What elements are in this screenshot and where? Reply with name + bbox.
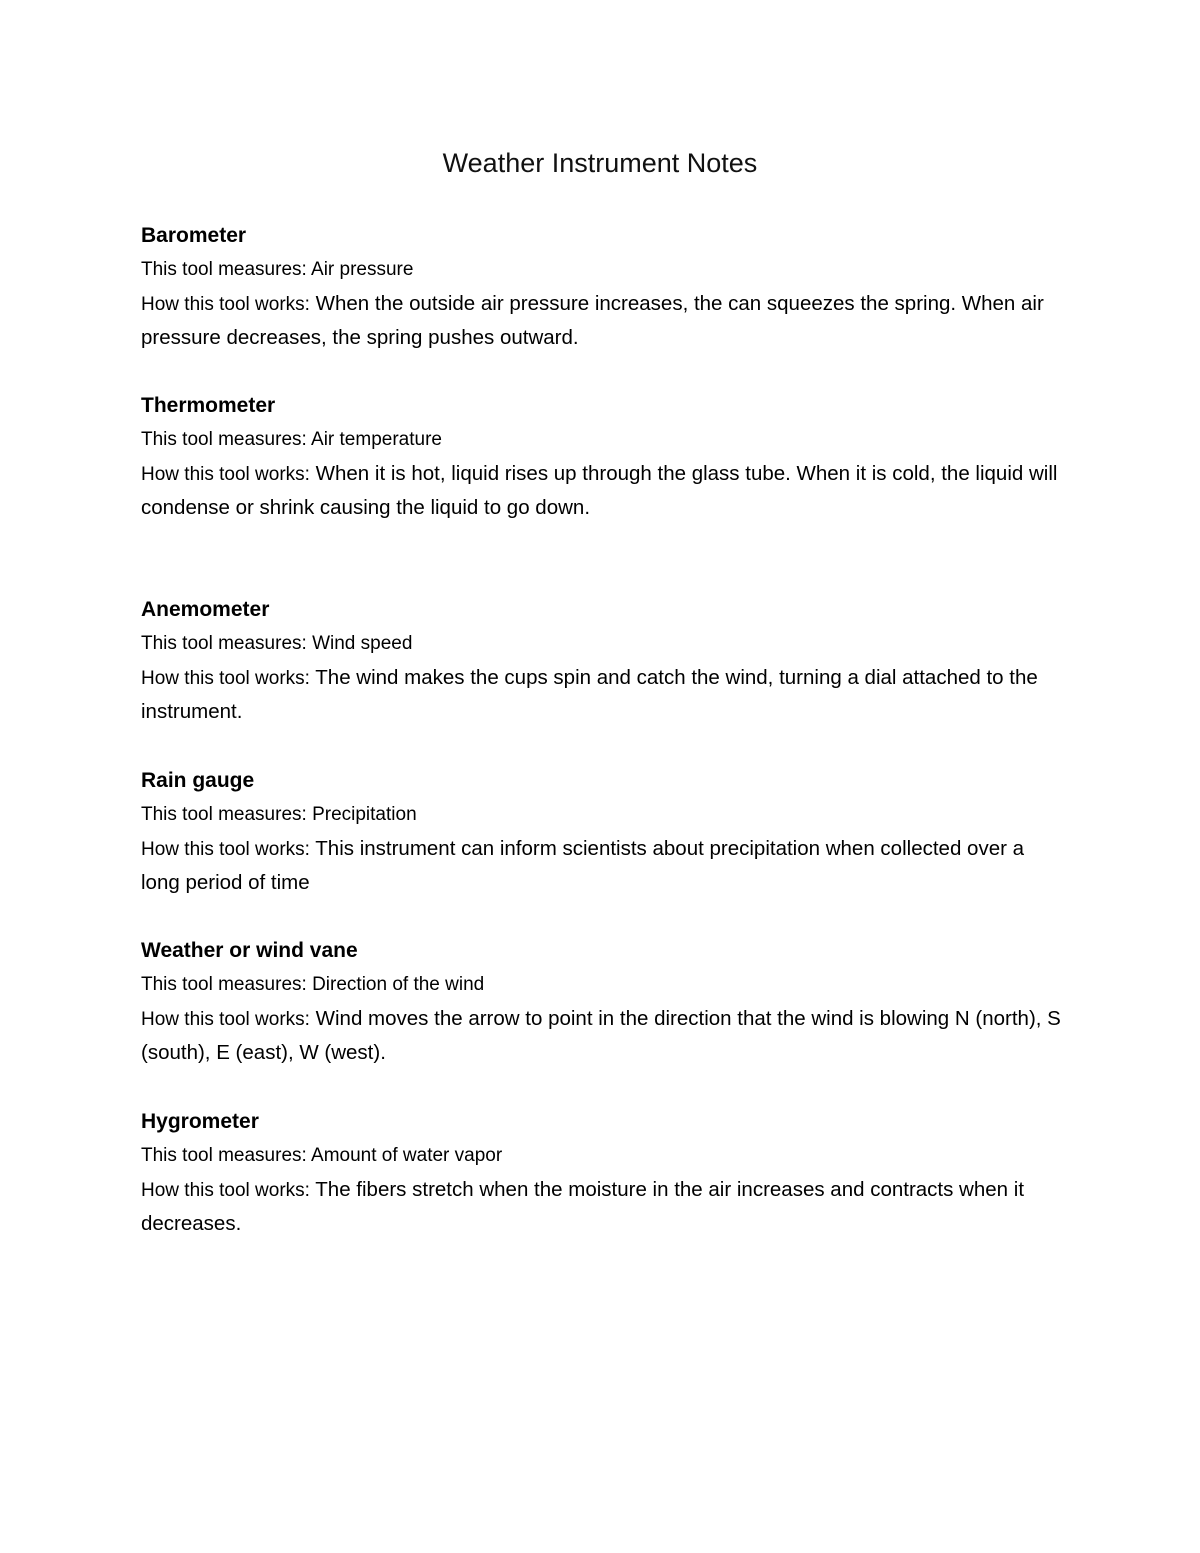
works-label: How this tool works: — [141, 294, 310, 315]
measures-line — [141, 1139, 1061, 1173]
works-text: This instrument can inform scientists about precipitation when collected over a long period of time — [141, 837, 1025, 894]
works-paragraph — [141, 832, 1061, 899]
measures-value: Wind speed — [312, 633, 413, 654]
works-text: Wind moves the arrow to point in the direction that the wind is blowing N (north), S (south), E (east), W (west). — [141, 1007, 1061, 1064]
measures-value: Precipitation — [312, 804, 417, 825]
works-paragraph — [141, 287, 1061, 354]
instrument-section-wind-vane — [141, 934, 1061, 1069]
page-title: Weather Instrument Notes — [442, 148, 758, 178]
measures-label: This tool measures: — [141, 633, 307, 654]
instrument-heading: Rain gauge — [141, 769, 255, 792]
measures-value: Amount of water vapor — [311, 1145, 503, 1166]
instrument-section-hygrometer — [141, 1105, 1061, 1240]
measures-label: This tool measures: — [141, 1145, 307, 1166]
works-label: How this tool works: — [141, 668, 310, 689]
works-text: When the outside air pressure increases, the can squeezes the spring. When air pressure decreases, the spring pushes outward. — [141, 292, 1044, 349]
measures-value: Air temperature — [311, 429, 442, 450]
measures-line — [141, 253, 1061, 287]
instrument-heading: Anemometer — [141, 598, 270, 621]
measures-line — [141, 627, 1061, 661]
measures-label: This tool measures: — [141, 974, 307, 995]
works-label: How this tool works: — [141, 1009, 310, 1030]
works-paragraph — [141, 661, 1061, 728]
works-paragraph — [141, 1173, 1061, 1240]
instrument-section-thermometer — [141, 389, 1061, 524]
works-paragraph — [141, 1002, 1061, 1069]
instrument-heading: Thermometer — [141, 394, 276, 417]
works-text: The fibers stretch when the moisture in the air increases and contracts when it decreases. — [141, 1178, 1025, 1235]
works-text: The wind makes the cups spin and catch the wind, turning a dial attached to the instrument. — [141, 666, 1038, 723]
works-text: When it is hot, liquid rises up through the glass tube. When it is cold, the liquid will condense or shrink causing the liquid to go down. — [141, 462, 1058, 519]
measures-value: Direction of the wind — [312, 974, 485, 995]
measures-label: This tool measures: — [141, 259, 307, 280]
measures-label: This tool measures: — [141, 429, 307, 450]
measures-value: Air pressure — [311, 259, 414, 280]
works-label: How this tool works: — [141, 1180, 310, 1201]
measures-label: This tool measures: — [141, 804, 307, 825]
works-label: How this tool works: — [141, 839, 310, 860]
instrument-section-rain-gauge — [141, 764, 1061, 899]
instrument-heading: Weather or wind vane — [141, 939, 358, 962]
measures-line — [141, 423, 1061, 457]
instrument-section-anemometer — [141, 593, 1061, 728]
works-paragraph — [141, 457, 1061, 524]
measures-line — [141, 798, 1061, 832]
instrument-heading: Barometer — [141, 224, 247, 247]
measures-line — [141, 968, 1061, 1002]
works-label: How this tool works: — [141, 464, 310, 485]
instrument-heading: Hygrometer — [141, 1110, 259, 1133]
instrument-section-barometer — [141, 219, 1061, 354]
